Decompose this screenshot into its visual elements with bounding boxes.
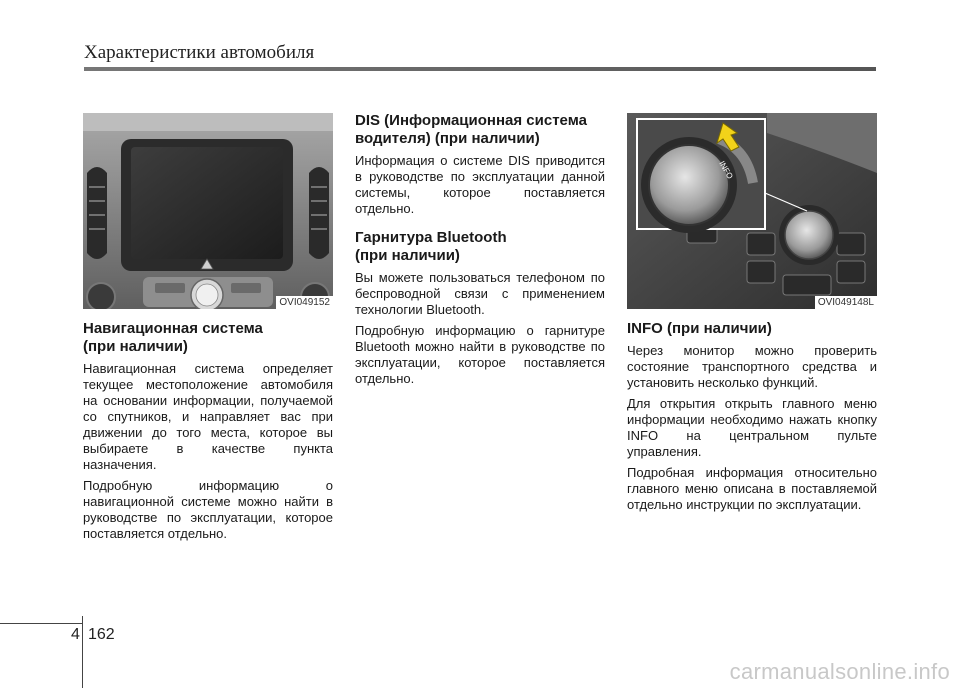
footer-rule bbox=[0, 623, 82, 624]
page-number: 162 bbox=[88, 626, 115, 643]
info-paragraph-2: Для открытия открыть главного меню информации необходимо нажать кнопку INFO на центральном пульте управления. bbox=[627, 396, 877, 459]
bluetooth-paragraph-2: Подробную информацию о гарнитуре Bluetooth можно найти в руководстве по эксплуатации, которое поставляется отдельно. bbox=[355, 323, 605, 386]
column-info bbox=[627, 113, 877, 513]
dashboard-navigation-illustration bbox=[83, 113, 333, 309]
info-key-label: INFO bbox=[717, 159, 735, 181]
page-header-title: Характеристики автомобиля bbox=[84, 42, 315, 63]
info-figure bbox=[627, 113, 877, 309]
console-info-illustration bbox=[627, 113, 877, 309]
header-rule bbox=[84, 67, 876, 71]
footer-divider bbox=[82, 616, 83, 688]
column-navigation bbox=[83, 113, 333, 542]
watermark: carmanualsonline.info bbox=[729, 659, 950, 684]
info-paragraph-3: Подробная информация относительно главного меню описана в поставляемой отдельно инструкции по эксплуатации. bbox=[627, 465, 877, 512]
info-paragraph-1: Через монитор можно проверить состояние транспортного средства и установить несколько функций. bbox=[627, 343, 877, 390]
chapter-number: 4 bbox=[71, 626, 80, 643]
navigation-paragraph-2: Подробную информацию о навигационной системе можно найти в руководстве по эксплуатации, которое поставляется отдельно. bbox=[83, 478, 333, 541]
figure-code: OVI049152 bbox=[276, 296, 333, 309]
dis-paragraph: Информация о системе DIS приводится в руководстве по эксплуатации данной системы, которое поставляется отдельно. bbox=[355, 153, 605, 216]
figure-code: OVI049148L bbox=[815, 296, 877, 309]
navigation-paragraph-1: Навигационная система определяет текущее местоположение автомобиля на основании информации, получаемой со спутников, и направляет вас при движении до того места, которое вы выбираете в качестве пункта назначения. bbox=[83, 361, 333, 472]
navigation-figure bbox=[83, 113, 333, 309]
info-heading: INFO (при наличии) bbox=[627, 320, 772, 337]
bluetooth-paragraph-1: Вы можете пользоваться телефоном по беспроводной связи с применением технологии Bluetooth. bbox=[355, 270, 605, 317]
dis-heading: DIS (Информационная система водителя) (при наличии) bbox=[355, 112, 587, 147]
bluetooth-heading: Гарнитура Bluetooth (при наличии) bbox=[355, 229, 507, 264]
navigation-heading: Навигационная система (при наличии) bbox=[83, 320, 263, 355]
column-dis-bluetooth bbox=[355, 112, 605, 387]
